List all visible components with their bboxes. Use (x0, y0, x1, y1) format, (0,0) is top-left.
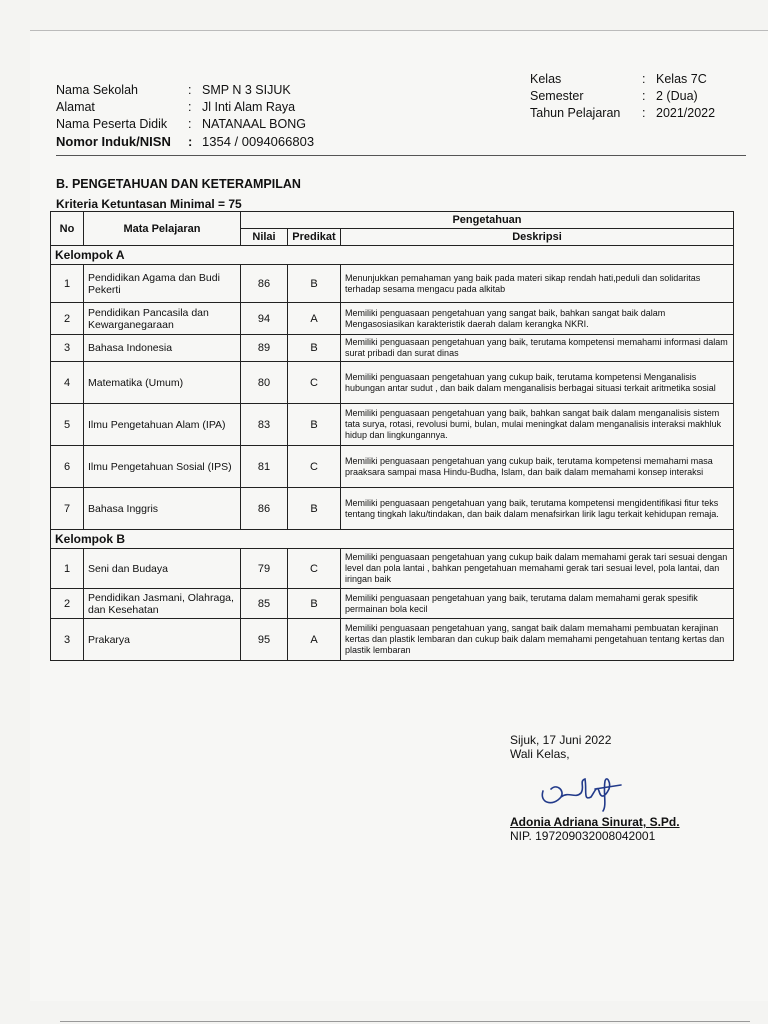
header-knowledge: Pengetahuan (241, 212, 734, 229)
row-predicate: A (288, 619, 341, 661)
grades-table (50, 211, 734, 661)
row-score: 95 (241, 619, 288, 661)
row-predicate: B (288, 589, 341, 619)
row-score: 86 (241, 488, 288, 530)
row-score: 86 (241, 265, 288, 303)
row-no: 3 (51, 619, 84, 661)
row-score: 94 (241, 303, 288, 335)
info-separator: : (642, 106, 646, 120)
row-subject: Pendidikan Agama dan Budi Pekerti (84, 265, 241, 303)
row-subject: Ilmu Pengetahuan Sosial (IPS) (84, 446, 241, 488)
info-label: Alamat (56, 100, 95, 114)
row-score: 85 (241, 589, 288, 619)
info-label: Kelas (530, 72, 562, 86)
kkm-label: Kriteria Ketuntasan Minimal = 75 (56, 197, 242, 211)
student-info (56, 82, 314, 150)
info-value: 2021/2022 (656, 106, 716, 120)
table-row (51, 619, 734, 661)
table-row (51, 589, 734, 619)
row-predicate: C (288, 446, 341, 488)
table-row (51, 335, 734, 362)
header-subject: Mata Pelajaran (84, 212, 241, 246)
row-score: 80 (241, 362, 288, 404)
row-score: 89 (241, 335, 288, 362)
info-row-address (56, 99, 314, 116)
row-subject: Bahasa Indonesia (84, 335, 241, 362)
teacher-name: Adonia Adriana Sinurat, S.Pd. (510, 815, 680, 829)
row-no: 2 (51, 589, 84, 619)
signature-place-date: Sijuk, 17 Juni 2022 (510, 733, 612, 747)
row-description: Memiliki penguasaan pengetahuan yang baik, bahkan sangat baik dalam menganalisis sistem tata surya, rotasi, revolusi bumi, bulan, mulai meningkat dalam menganalisis interaksi makhluk hidup dan lingkungannya. (341, 404, 734, 446)
row-no: 3 (51, 335, 84, 362)
row-predicate: B (288, 488, 341, 530)
info-separator: : (188, 117, 192, 131)
bottom-divider (60, 1021, 750, 1022)
info-value: 1354 / 0094066803 (202, 134, 315, 149)
row-no: 6 (51, 446, 84, 488)
row-description: Memiliki penguasaan pengetahuan yang cukup baik, terutama kompetensi memahami masa praaksara sampai masa Hindu-Budha, Islam, dan baik dalam memahami konsep interaksi (341, 446, 734, 488)
signature-role: Wali Kelas, (510, 747, 570, 761)
info-value: Jl Inti Alam Raya (202, 100, 296, 114)
row-description: Memiliki penguasaan pengetahuan yang sangat baik, bahkan sangat baik dalam Mengasosiasikan karakteristik daerah dalam kerangka NKRI. (341, 303, 734, 335)
info-separator: : (642, 89, 646, 103)
row-description: Memiliki penguasaan pengetahuan yang baik, terutama kompetensi mengidentifikasi fitur teks tentang tingkah laku/tindakan, dan baik dalam menafsirkan lirik lagu terkait kehidupan remaja. (341, 488, 734, 530)
row-predicate: B (288, 404, 341, 446)
teacher-nip: NIP. 197209032008042001 (510, 829, 656, 843)
info-label: Semester (530, 89, 584, 103)
row-predicate: C (288, 549, 341, 589)
report-sheet (30, 30, 768, 1001)
info-label: Nama Sekolah (56, 83, 138, 97)
row-predicate: A (288, 303, 341, 335)
info-label: Nama Peserta Didik (56, 117, 168, 131)
info-row-semester (530, 88, 715, 105)
row-subject: Pendidikan Jasmani, Olahraga, dan Kesehatan (84, 589, 241, 619)
row-no: 5 (51, 404, 84, 446)
row-description: Memiliki penguasaan pengetahuan yang baik, terutama dalam memahami gerak spesifik permainan bola kecil (341, 589, 734, 619)
row-score: 79 (241, 549, 288, 589)
row-predicate: C (288, 362, 341, 404)
info-row-student (56, 116, 314, 133)
group-a-title: Kelompok A (51, 246, 734, 265)
info-value: SMP N 3 SIJUK (202, 83, 291, 97)
row-subject: Bahasa Inggris (84, 488, 241, 530)
info-value: Kelas 7C (656, 72, 707, 86)
row-score: 81 (241, 446, 288, 488)
info-label: Nomor Induk/NISN (56, 134, 171, 149)
info-row-nisn (56, 133, 314, 150)
row-subject: Matematika (Umum) (84, 362, 241, 404)
row-description: Menunjukkan pemahaman yang baik pada materi sikap rendah hati,peduli dan solidaritas terhadap sesama mengacu pada alkitab (341, 265, 734, 303)
class-info (530, 71, 715, 122)
table-row (51, 549, 734, 589)
header-score: Nilai (241, 229, 288, 246)
info-row-class (530, 71, 715, 88)
row-no: 2 (51, 303, 84, 335)
table-row (51, 488, 734, 530)
row-no: 4 (51, 362, 84, 404)
table-row (51, 265, 734, 303)
info-value: NATANAAL BONG (202, 117, 306, 131)
table-row (51, 446, 734, 488)
row-no: 7 (51, 488, 84, 530)
info-row-school (56, 82, 314, 99)
row-no: 1 (51, 549, 84, 589)
row-no: 1 (51, 265, 84, 303)
row-subject: Ilmu Pengetahuan Alam (IPA) (84, 404, 241, 446)
row-subject: Pendidikan Pancasila dan Kewarganegaraan (84, 303, 241, 335)
row-description: Memiliki penguasaan pengetahuan yang baik, terutama kompetensi memahami informasi dalam surat pribadi dan surat dinas (341, 335, 734, 362)
row-subject: Prakarya (84, 619, 241, 661)
header-predicate: Predikat (288, 229, 341, 246)
table-row (51, 362, 734, 404)
info-separator: : (188, 100, 192, 114)
info-separator: : (188, 83, 192, 97)
handwritten-signature (535, 761, 630, 816)
table-row (51, 303, 734, 335)
header-description: Deskripsi (341, 229, 734, 246)
row-subject: Seni dan Budaya (84, 549, 241, 589)
info-separator: : (642, 72, 646, 86)
row-description: Memiliki penguasaan pengetahuan yang, sangat baik dalam memahami pembuatan kerajinan kertas dan plastik lembaran dan cukup baik dalam memahami pengetahuan tentang kertas dan plastik lembaran (341, 619, 734, 661)
info-row-year (530, 105, 715, 122)
section-title: B. PENGETAHUAN DAN KETERAMPILAN (56, 177, 301, 191)
row-description: Memiliki penguasaan pengetahuan yang cukup baik dalam memahami gerak tari sesuai dengan level dan pola lantai , bahkan pengetahuan memahami gerak tari sesuai level, pola lantai, dan iringan baik (341, 549, 734, 589)
info-label: Tahun Pelajaran (530, 106, 621, 120)
header-no: No (51, 212, 84, 246)
row-score: 83 (241, 404, 288, 446)
group-b-title: Kelompok B (51, 530, 734, 549)
row-description: Memiliki penguasaan pengetahuan yang cukup baik, terutama kompetensi Menganalisis hubungan antar sudut , dan baik dalam menganalisis berbagai situasi terkait aritmetika sosial (341, 362, 734, 404)
header-divider (56, 155, 746, 156)
row-predicate: B (288, 265, 341, 303)
row-predicate: B (288, 335, 341, 362)
info-separator: : (188, 134, 193, 149)
info-value: 2 (Dua) (656, 89, 698, 103)
table-row (51, 404, 734, 446)
